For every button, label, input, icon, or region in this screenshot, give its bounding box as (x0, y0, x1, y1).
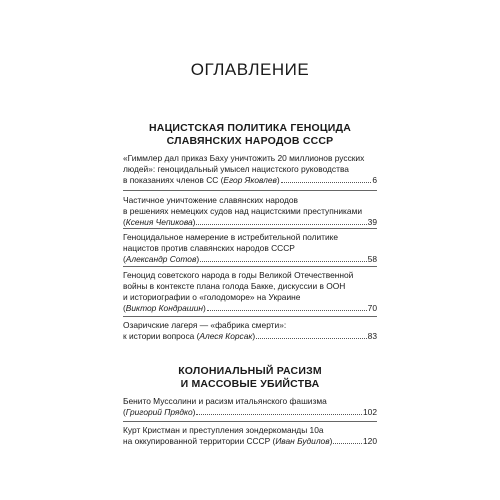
entry-divider (123, 190, 377, 191)
page-number: 70 (367, 303, 377, 313)
entry-title-line: людей»: геноцидальный умысел нацистского руководства (123, 164, 349, 174)
toc-entry[interactable] (123, 425, 377, 447)
page-title: ОГЛАВЛЕНИЕ (190, 60, 310, 79)
page-number: 39 (367, 217, 377, 227)
entry-last-line (123, 436, 377, 447)
entry-title-line: Озаричские лагеря — «фабрика смерти»: (123, 320, 287, 330)
entry-title-text: ) (329, 436, 333, 446)
entry-title-line: Геноцидальное намерение в истребительной политике (123, 232, 339, 242)
entry-title-line: Бенито Муссолини и расизм итальянского фашизма (123, 396, 327, 406)
entry-title-text: ) (252, 331, 256, 341)
entry-last-line (123, 175, 377, 186)
toc-entry[interactable] (123, 396, 377, 418)
entry-title-text: ) (192, 217, 196, 227)
dot-leader (207, 304, 367, 311)
entry-title-text: ) (192, 407, 196, 417)
entry-title-line: в решениях немецких судов над нацистскими преступниками (123, 206, 363, 216)
entry-title-text: на оккупированной территории СССР ( (123, 436, 276, 446)
section-heading-line: И МАССОВЫЕ УБИЙСТВА (180, 378, 320, 390)
page-number: 58 (367, 254, 377, 264)
toc-entry[interactable] (123, 270, 377, 314)
entry-last-line (123, 254, 377, 265)
entry-divider (123, 228, 377, 229)
entry-title-text: ( (123, 303, 126, 313)
entry-title-line: Геноцид советского народа в годы Великой Отечественной (123, 270, 354, 280)
entry-title-text: ) (202, 303, 206, 313)
entry-title-text: ( (123, 217, 126, 227)
entry-title-line: войны в контексте плана голода Бакке, дискуссии в ООН (123, 281, 346, 291)
entry-last-line (123, 407, 377, 418)
entry-title-text: ) (276, 175, 280, 185)
entry-last-line (123, 217, 377, 228)
entry-last-line (123, 331, 377, 342)
entry-title-text: в показаниях членов СС ( (123, 175, 224, 185)
toc-entry[interactable] (123, 232, 377, 265)
dot-leader (196, 218, 366, 225)
toc-entry[interactable] (123, 320, 377, 342)
entry-author: Иван Будилов (275, 436, 330, 446)
dot-leader (196, 408, 362, 415)
dot-leader (333, 437, 362, 444)
entry-divider (123, 316, 377, 317)
entry-title-line: «Гиммлер дал приказ Баху уничтожить 20 миллионов русских (123, 153, 365, 163)
section-heading-1 (120, 122, 380, 148)
dot-leader (256, 332, 367, 339)
entry-divider (123, 266, 377, 267)
dot-leader (200, 255, 367, 262)
section-heading-line: СЛАВЯНСКИХ НАРОДОВ СССР (166, 135, 334, 147)
toc-entry[interactable] (123, 153, 377, 186)
entry-author: Алеся Корсак (199, 331, 253, 341)
entry-author: Григорий Прядко (125, 407, 193, 417)
section-heading-line: КОЛОНИАЛЬНЫЙ РАСИЗМ (178, 365, 322, 377)
entry-title-text: к истории вопроса ( (123, 331, 200, 341)
dot-leader (281, 176, 372, 183)
entry-author: Егор Яковлев (223, 175, 277, 185)
entry-title-line: и историографии о «голодоморе» на Украине (123, 292, 301, 302)
entry-author: Виктор Кондрашин (125, 303, 203, 313)
entry-title-line: Частичное уничтожение славянских народов (123, 195, 298, 205)
entry-last-line (123, 303, 377, 314)
section-heading-line: НАЦИСТСКАЯ ПОЛИТИКА ГЕНОЦИДА (149, 122, 351, 134)
entry-author: Александр Сотов (125, 254, 197, 264)
entry-author: Ксения Чепикова (125, 217, 193, 227)
section-heading-2 (120, 365, 380, 391)
entry-divider (123, 421, 377, 422)
page-number: 83 (367, 331, 377, 341)
page-number: 6 (372, 175, 377, 185)
entry-title-text: ( (123, 407, 126, 417)
entry-title-text: ( (123, 254, 126, 264)
entry-title-text: ) (196, 254, 200, 264)
page-number: 120 (363, 436, 377, 446)
entry-title-line: Курт Кристман и преступления зондеркоманды 10а (123, 425, 324, 435)
page-number: 102 (363, 407, 377, 417)
entry-title-line: нацистов против славянских народов СССР (123, 243, 295, 253)
toc-entry[interactable] (123, 195, 377, 228)
